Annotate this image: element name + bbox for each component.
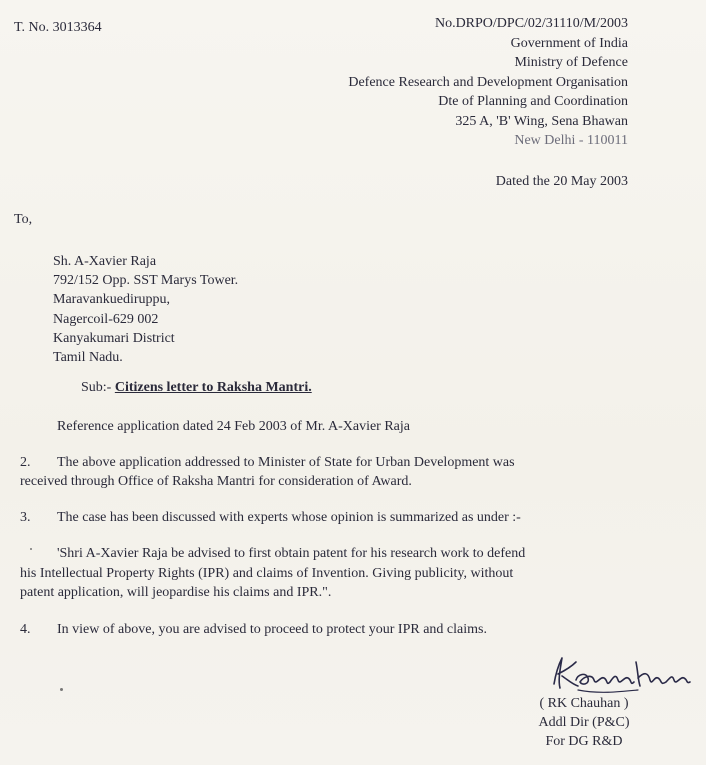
address-line-city: Nagercoil-629 002 (53, 311, 159, 327)
signatory-for: For DG R&D (545, 734, 623, 749)
signatory-block (524, 694, 644, 751)
letter-date: Dated the 20 May 2003 (495, 174, 628, 189)
para-3-number: 3. (20, 510, 31, 525)
para-2-number: 2. (20, 455, 31, 470)
org-line-directorate: Dte of Planning and Coordination (438, 94, 628, 109)
address-line-district: Kanyakumari District (53, 330, 175, 346)
address-line-street: 792/152 Opp. SST Marys Tower. (53, 273, 239, 289)
opinion-quote-line-1: 'Shri A-Xavier Raja be advised to first obtain patent for his research work to defend (57, 546, 526, 561)
scan-speck (30, 548, 32, 550)
address-line-name: Sh. A-Xavier Raja (53, 254, 157, 269)
org-line-government: Government of India (510, 35, 628, 51)
address-line-locality: Maravankuediruppu, (53, 292, 171, 308)
reference-line: Reference application dated 24 Feb 2003 of Mr. A-Xavier Raja (57, 419, 410, 434)
recipient-address (53, 252, 238, 367)
opinion-quote-line-2: his Intellectual Property Rights (IPR) and claims of Invention. Giving publicity, without (20, 566, 514, 581)
tno-reference: T. No. 3013364 (14, 20, 102, 35)
signatory-name: ( RK Chauhan ) (539, 696, 629, 711)
letterhead-block (348, 14, 628, 151)
org-line-city: New Delhi - 110011 (514, 133, 628, 148)
org-line-address: 325 A, 'B' Wing, Sena Bhawan (455, 113, 628, 129)
para-4-number: 4. (20, 622, 31, 637)
opinion-quote-line-3: patent application, will jeopardise his claims and IPR.". (20, 585, 332, 600)
para-2-line-1: The above application addressed to Minister of State for Urban Development was (57, 455, 515, 470)
para-3-text: The case has been discussed with experts whose opinion is summarized as under :- (57, 510, 521, 525)
salutation-to: To, (14, 212, 33, 227)
subject-line (81, 380, 312, 396)
para-4-text: In view of above, you are advised to proceed to protect your IPR and claims. (57, 622, 487, 637)
org-line-drdo: Defence Research and Development Organisation (348, 74, 628, 90)
org-line-ministry: Ministry of Defence (514, 55, 628, 70)
address-line-state: Tamil Nadu. (53, 350, 123, 366)
para-2-line-2: received through Office of Raksha Mantri for consideration of Award. (20, 474, 412, 489)
letter-ref-number: No.DRPO/DPC/02/31110/M/2003 (434, 16, 628, 31)
handwritten-signature (548, 650, 698, 696)
signatory-designation: Addl Dir (P&C) (538, 715, 630, 730)
scan-speck (60, 688, 63, 691)
subject-text: Citizens letter to Raksha Mantri. (114, 380, 312, 395)
subject-label: Sub:- (81, 380, 112, 395)
